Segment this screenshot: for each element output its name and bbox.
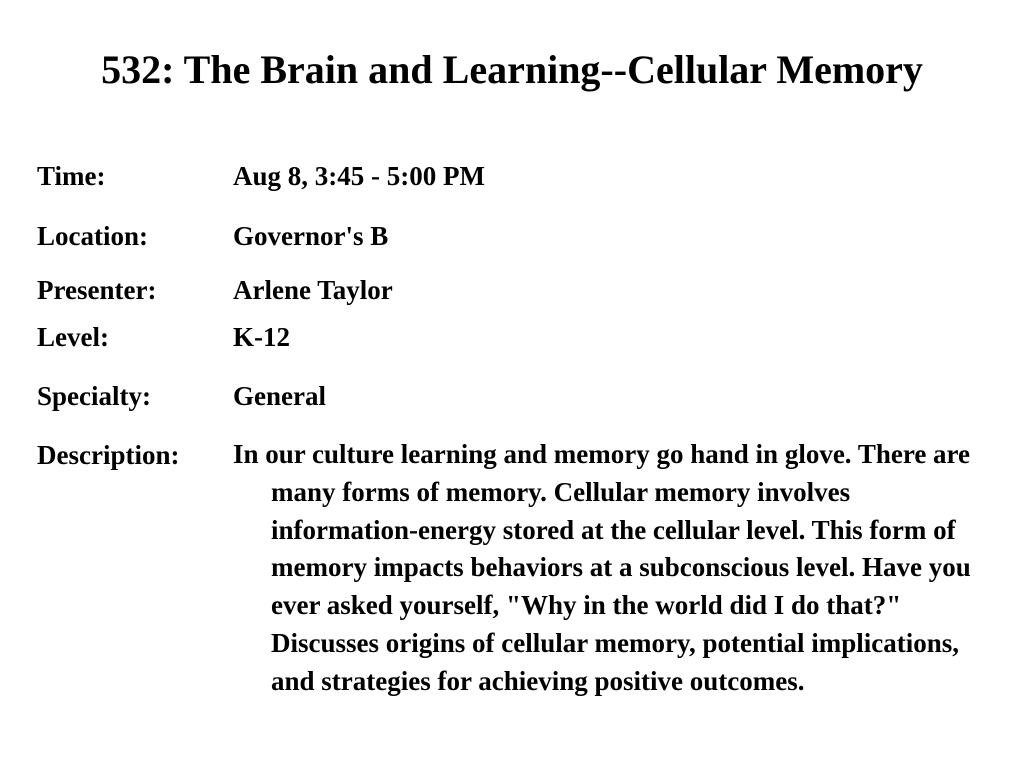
time-label: Time:	[37, 161, 106, 191]
location-label: Location:	[37, 221, 148, 251]
page-title: 532: The Brain and Learning--Cellular Memory	[101, 47, 923, 92]
presenter-label: Presenter:	[37, 275, 157, 305]
location-value: Governor's B	[233, 221, 389, 251]
specialty-value: General	[233, 381, 326, 411]
description-label: Description:	[37, 440, 180, 470]
description-text: In our culture learning and memory go hand in glove. There are many forms of memory. Cellular memory involves information-energy stored at the cellular level. This form of memory impacts behaviors at a subconscious level. Have you ever asked yourself, "Why in the world did I do that?" Discusses origins of cellular memory, potential implications, and strategies for achieving positive outcomes.	[233, 439, 971, 696]
specialty-label: Specialty:	[37, 381, 151, 411]
level-value: K-12	[233, 322, 290, 352]
presenter-value: Arlene Taylor	[233, 275, 393, 305]
level-label: Level:	[37, 322, 109, 352]
time-value: Aug 8, 3:45 - 5:00 PM	[233, 161, 485, 191]
